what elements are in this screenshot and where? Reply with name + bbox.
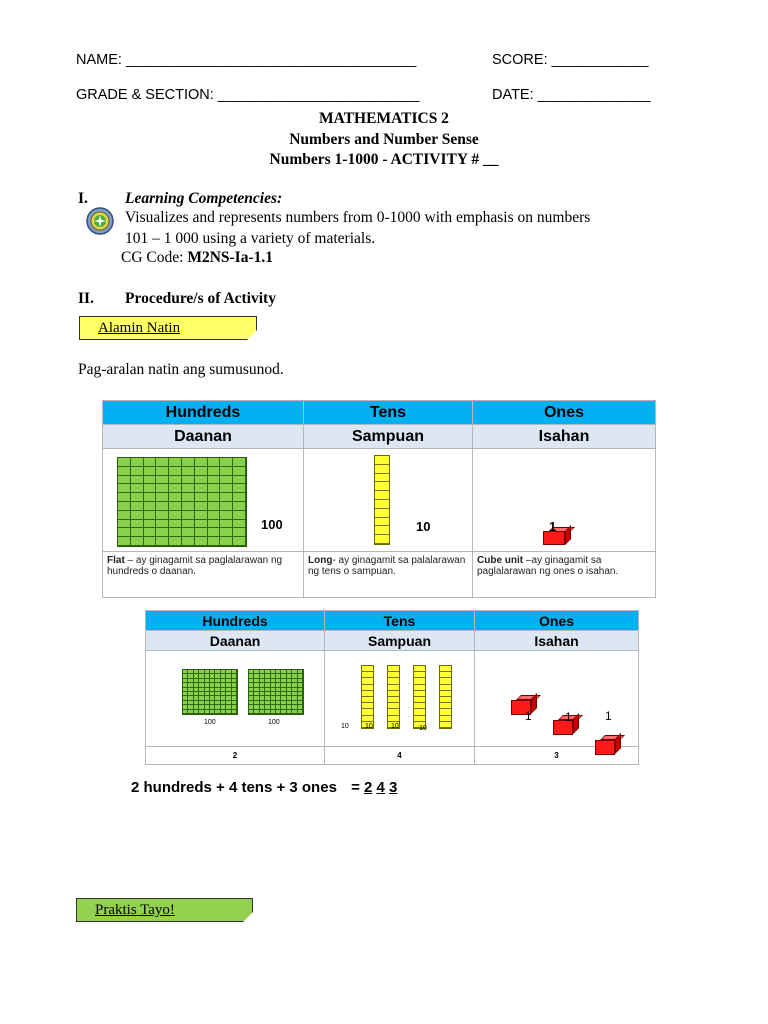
cube-description	[473, 552, 656, 598]
subject-title: MATHEMATICS 2	[319, 110, 449, 127]
long-value: 10	[416, 519, 431, 534]
long-rod	[439, 665, 452, 729]
topic-title: Numbers and Number Sense	[289, 131, 479, 148]
equation-digit-ones: 3	[389, 779, 398, 796]
competency-text-line2: 101 – 1 000 using a variety of materials.	[125, 230, 376, 247]
hundreds-blocks-cell	[146, 651, 325, 747]
rod-label: 10	[419, 725, 427, 732]
long-rod	[361, 665, 374, 729]
hundreds-header-2: Hundreds	[146, 611, 325, 631]
cube-label: 1	[525, 709, 532, 723]
cg-code-line	[121, 249, 273, 267]
name-field-label[interactable]: NAME: ____________________________________	[76, 52, 417, 68]
tens-header-2: Tens	[325, 611, 475, 631]
praktis-tayo-note	[76, 898, 253, 922]
tens-blocks-cell	[325, 651, 475, 747]
cube-label: 1	[605, 709, 612, 723]
daanan-subheader: Daanan	[103, 425, 304, 449]
flat-block	[182, 669, 238, 715]
unit-cube	[595, 735, 621, 755]
ones-header: Ones	[473, 401, 656, 425]
place-value-equation	[131, 779, 397, 796]
compass-icon	[86, 207, 114, 235]
equation-digit-hundreds: 2	[364, 779, 373, 796]
hundreds-illustration-cell	[103, 449, 304, 552]
long-term: Long	[308, 555, 333, 566]
alamin-natin-label: Alamin Natin	[98, 320, 181, 336]
sampuan-subheader-2: Sampuan	[325, 631, 475, 651]
activity-title: Numbers 1-1000 - ACTIVITY # __	[269, 151, 499, 168]
cg-code-label: CG Code:	[121, 249, 188, 266]
long-definition: - ay ginagamit sa palalarawan ng tens o sampuan.	[308, 555, 466, 577]
competency-text-line1: Visualizes and represents numbers from 0-1000 with emphasis on numbers	[125, 209, 591, 226]
cube-label: 1	[565, 710, 572, 724]
grade-section-field-label[interactable]: GRADE & SECTION: _________________________	[76, 87, 420, 103]
section-2-number: II.	[78, 290, 94, 307]
tens-count: 4	[325, 747, 475, 765]
score-field-label[interactable]: SCORE: ____________	[492, 52, 649, 68]
isahan-subheader-2: Isahan	[475, 631, 639, 651]
flat-value: 100	[261, 517, 283, 532]
place-value-table-2	[145, 610, 639, 765]
long-rod	[387, 665, 400, 729]
equation-expression: 2 hundreds + 4 tens + 3 ones	[131, 779, 337, 796]
daanan-subheader-2: Daanan	[146, 631, 325, 651]
flat-block	[117, 457, 247, 547]
ones-count: 3	[475, 747, 639, 765]
flat-term: Flat	[107, 555, 125, 566]
ones-illustration-cell	[473, 449, 656, 552]
intro-text: Pag-aralan natin ang sumusunod.	[78, 361, 284, 378]
rod-label: 10	[391, 723, 399, 730]
sampuan-subheader: Sampuan	[304, 425, 473, 449]
alamin-natin-note	[79, 316, 257, 340]
tens-illustration-cell	[304, 449, 473, 552]
cube-value: 1	[549, 519, 557, 534]
hundreds-count: 2	[146, 747, 325, 765]
ones-header-2: Ones	[475, 611, 639, 631]
ones-blocks-cell	[475, 651, 639, 747]
section-1-heading: Learning Competencies:	[125, 190, 283, 207]
flat-definition: – ay ginagamit sa paglalarawan ng hundreds o daanan.	[107, 555, 283, 577]
isahan-subheader: Isahan	[473, 425, 656, 449]
praktis-tayo-label: Praktis Tayo!	[95, 902, 175, 918]
long-rod	[374, 455, 390, 545]
long-rod	[413, 665, 426, 729]
rod-label: 10	[341, 723, 349, 730]
equation-equals: =	[351, 779, 360, 796]
flat-label: 100	[268, 719, 280, 726]
cube-term: Cube unit	[477, 555, 524, 566]
rod-label: 10	[365, 723, 373, 730]
flat-description	[103, 552, 304, 598]
unit-cube	[511, 695, 537, 715]
section-1-number: I.	[78, 190, 88, 207]
unit-cube	[543, 527, 571, 545]
date-field-label[interactable]: DATE: ______________	[492, 87, 651, 103]
place-value-table-1	[102, 400, 656, 598]
tens-header: Tens	[304, 401, 473, 425]
cg-code-value: M2NS-Ia-1.1	[187, 249, 273, 266]
hundreds-header: Hundreds	[103, 401, 304, 425]
section-2-heading: Procedure/s of Activity	[125, 290, 276, 307]
flat-block	[248, 669, 304, 715]
long-description	[304, 552, 473, 598]
flat-label: 100	[204, 719, 216, 726]
equation-digit-tens: 4	[376, 779, 385, 796]
cube-definition: –ay ginagamit sa paglalarawan ng ones o isahan.	[477, 555, 619, 577]
